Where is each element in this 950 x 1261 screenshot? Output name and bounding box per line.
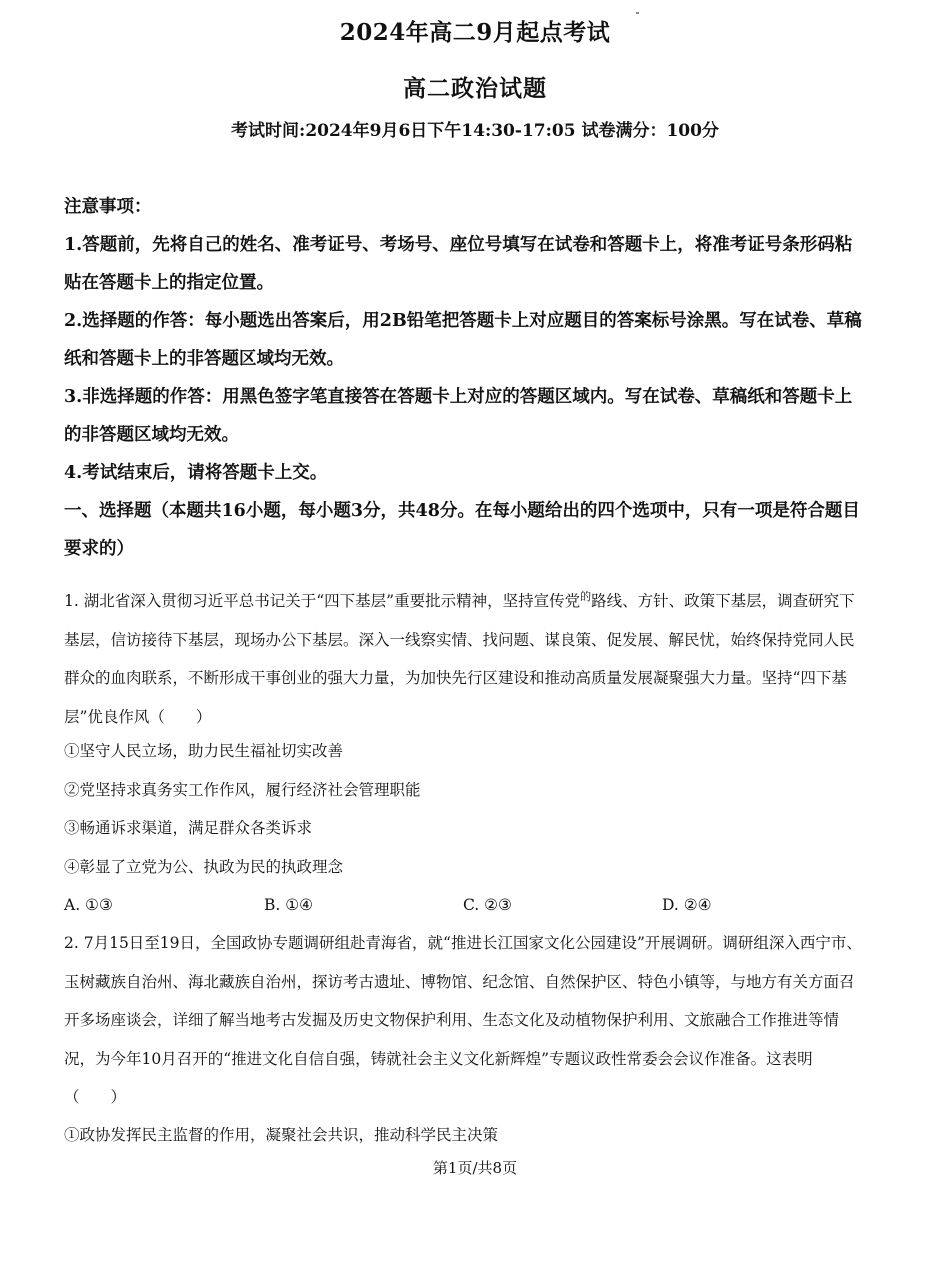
question-2-statement-1: ①政协发挥民主监督的作用，凝聚社会共识，推动科学民主决策 [64,1126,499,1144]
choice-b: B. ①④ [264,896,314,914]
question-1-statements [64,732,864,886]
question-1-statement-2: ②党坚持求真务实工作作风，履行经济社会管理职能 [64,780,421,799]
question-1-stem-end: 路线、方针、政策下基层，调查研究下基层，信访接待下基层，现场办公下基层。深入一线察实情、找问题、谋良策、促发展、解民忧，始终保持党同人民群众的血肉联系，不断形成干事创业的强大力量，为加快先行区建设和推动高质量发展凝聚强大力量。坚持“四下基层”优良作风（ ） [64,592,855,726]
notice-list [64,226,864,492]
exam-title: 2024年高二9月起点考试 [339,19,611,46]
question-1-stem-start: 1. 湖北省深入贯彻习近平总书记关于“四下基层”重要批示精神，坚持宣传党 [64,592,581,610]
exam-info: 考试时间:2024年9月6日下午14:30-17:05 试卷满分：100分 [231,121,719,141]
notice-item-3: 3.非选择题的作答：用黑色签字笔直接答在答题卡上对应的答题区域内。写在试卷、草稿纸和答题卡上的非答题区域均无效。 [64,387,853,445]
question-1-statement-1: ①坚守人民立场，助力民生福祉切实改善 [64,742,344,760]
notice-item-1: 1.答题前，先将自己的姓名、准考证号、考场号、座位号填写在试卷和答题卡上，将准考证号条形码粘贴在答题卡上的指定位置。 [64,235,853,293]
notice-heading: 注意事项： [64,197,152,217]
question-1-stem-sup: 的 [580,590,592,603]
page-number: 第1页/共8页 [432,1159,518,1177]
question-2-stem: 2. 7月15日至19日，全国政协专题调研组赴青海省，就“推进长江国家文化公园建设”开展调研。调研组深入西宁市、玉树藏族自治州、海北藏族自治州，探访考古遗址、博物馆、纪念馆、自然保护区、特色小镇等，与地方有关方面召开多场座谈会，详细了解当地考古发掘及历史文物保护利用、生态文化及动植物保护利用、文旅融合工作推进等情况，为今年10月召开的“推进文化自信自强，铸就社会主义文化新辉煌”专题议政性常委会会议作准备。这表明（ ） [64,934,862,1106]
choice-c: C. ②③ [463,896,512,914]
question-1-stem [64,578,864,736]
notice-item-2: 2.选择题的作答：每小题选出答案后，用2B铅笔把答题卡上对应题目的答案标号涂黑。写在试卷、草稿纸和答题卡上的非答题区域均无效。 [64,311,862,369]
question-1-statement-4: ④彰显了立党为公、执政为民的执政理念 [64,857,344,876]
section-heading: 一、选择题（本题共16小题，每小题3分，共48分。在每小题给出的四个选项中，只有一项是符合题目要求的） [64,501,860,559]
question-1-statement-3: ③畅通诉求渠道，满足群众各类诉求 [64,819,313,837]
choice-d: D. ②④ [662,896,712,914]
choice-a: A. ①③ [64,896,113,914]
notice-item-4: 4.考试结束后，请将答题卡上交。 [64,463,328,483]
subject-title: 高二政治试题 [403,75,547,102]
